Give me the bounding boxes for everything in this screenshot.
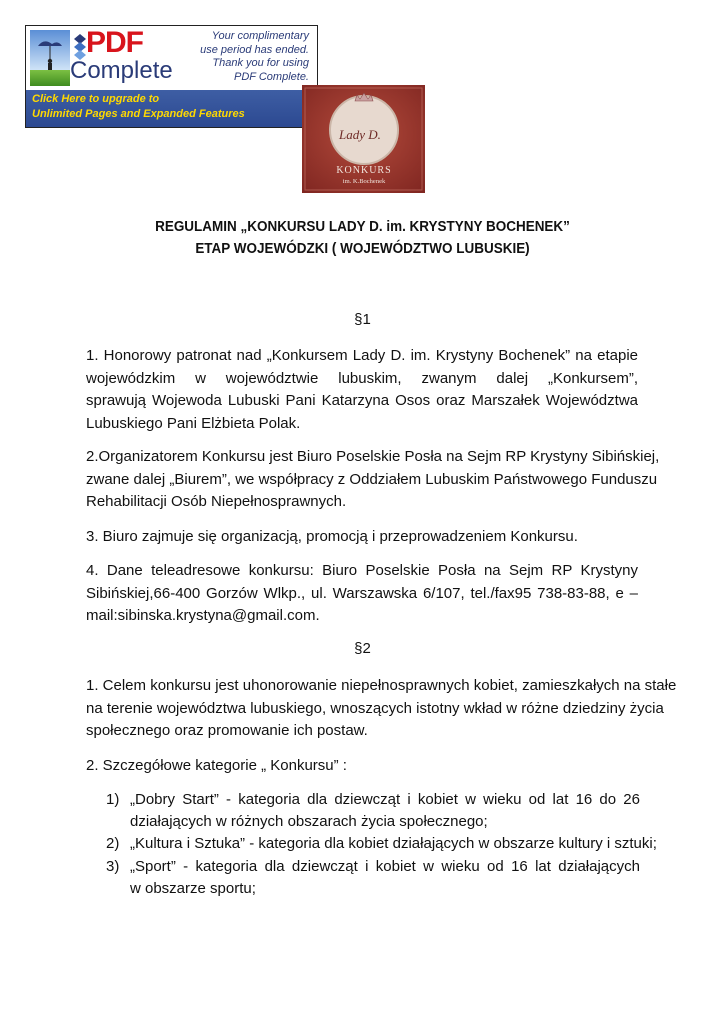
banner-message-line: use period has ended. — [200, 43, 309, 56]
paragraph-1-1 — [86, 345, 638, 435]
text-line: społecznego oraz promowanie ich postaw. — [86, 722, 368, 739]
text-line: 4. Dane teleadresowe konkursu: Biuro Poselskie Posła na Sejm RP Krystyny — [86, 562, 638, 579]
text-line: „Sport” - kategoria dla dziewcząt i kobiet w wieku od 16 lat działających — [130, 858, 640, 875]
logo-brand: Lady D. — [339, 127, 381, 142]
text-line: 3. Biuro zajmuje się organizacją, promocją i przeprowadzeniem Konkursu. — [86, 528, 578, 545]
text-line: Sibińskiej,66-400 Gorzów Wlkp., ul. Warszawska 6/107, tel./fax95 738-83-88, e – — [86, 584, 638, 602]
section-heading-2: §2 — [354, 640, 371, 657]
text-line: Rehabilitacji Osób Niepełnosprawnych. — [86, 493, 347, 510]
banner-message-line: PDF Complete. — [234, 70, 309, 83]
text-line: na terenie województwa lubuskiego, wnoszących istotny wkład w różne dziedziny życia — [86, 699, 664, 717]
text-line: zwane dalej „Biurem”, we współpracy z Oddziałem Lubuskim Państwowego Funduszu — [86, 470, 658, 488]
document-title-line2: ETAP WOJEWÓDZKI ( WOJEWÓDZTWO LUBUSKIE) — [195, 241, 530, 257]
logo-konkurs: KONKURS — [336, 165, 392, 176]
text-line: sprawują Wojewoda Lubuski Pani Katarzyna Osos oraz Marszałek Województwa — [86, 392, 638, 409]
banner-message-line: Thank you for using — [212, 57, 309, 69]
section-heading-1: §1 — [354, 311, 371, 328]
pdf-wordmark: PDF — [86, 26, 143, 59]
text-line: 1. Celem konkursu jest uhonorowanie niepełnosprawnych kobiet, zamieszkałych na stałe — [86, 677, 677, 694]
text-line: 1. Honorowy patronat nad „Konkursem Lady D. im. Krystyny Bochenek” na etapie — [86, 347, 638, 364]
upgrade-link[interactable] — [26, 90, 317, 128]
text-line: mail:sibinska.krystyna@gmail.com. — [86, 607, 320, 624]
paragraph-1-3 — [86, 526, 638, 549]
text-line: Lubuskiego Pani Elżbieta Polak. — [86, 414, 301, 432]
lady-d-konkurs-logo — [302, 85, 425, 193]
banner-message-line: Your complimentary — [211, 30, 309, 42]
paragraph-2-2 — [86, 755, 638, 778]
text-line: w obszarze sportu; — [130, 879, 256, 897]
text-line: 2.Organizatorem Konkursu jest Biuro Poselskie Posła na Sejm RP Krystyny Sibińskiej, — [86, 448, 660, 465]
text-line: „Dobry Start” - kategoria dla dziewcząt i kobiet w wieku od lat 16 do 26 — [130, 791, 640, 808]
list-number: 1) — [106, 791, 120, 808]
text-line: działających w różnych obszarach życia społecznego; — [130, 812, 488, 830]
text-line: 2. Szczegółowe kategorie „ Konkursu” : — [86, 757, 347, 774]
upgrade-link-line2[interactable]: Unlimited Pages and Expanded Features — [32, 108, 245, 120]
list-number: 2) — [106, 835, 120, 852]
complete-wordmark: Complete — [70, 57, 173, 84]
paragraph-1-2 — [86, 446, 660, 514]
paragraph-1-4 — [86, 560, 638, 628]
document-title-line1: REGULAMIN „KONKURSU LADY D. im. KRYSTYNY BOCHENEK” — [155, 219, 570, 235]
upgrade-banner[interactable] — [25, 25, 318, 128]
text-line: „Kultura i Sztuka” - kategoria dla kobiet działających w obszarze kultury i sztuki; — [130, 835, 657, 852]
list-number: 3) — [106, 858, 120, 875]
upgrade-link-line1[interactable]: Click Here to upgrade to — [32, 93, 160, 105]
paragraph-2-1 — [86, 675, 677, 743]
text-line: wojewódzkim w województwie lubuskim, zwanym dalej „Konkursem”, — [86, 369, 638, 387]
logo-subtitle: im. K.Bochenek — [342, 178, 386, 185]
banner-top — [26, 26, 317, 90]
banner-message — [179, 30, 309, 84]
